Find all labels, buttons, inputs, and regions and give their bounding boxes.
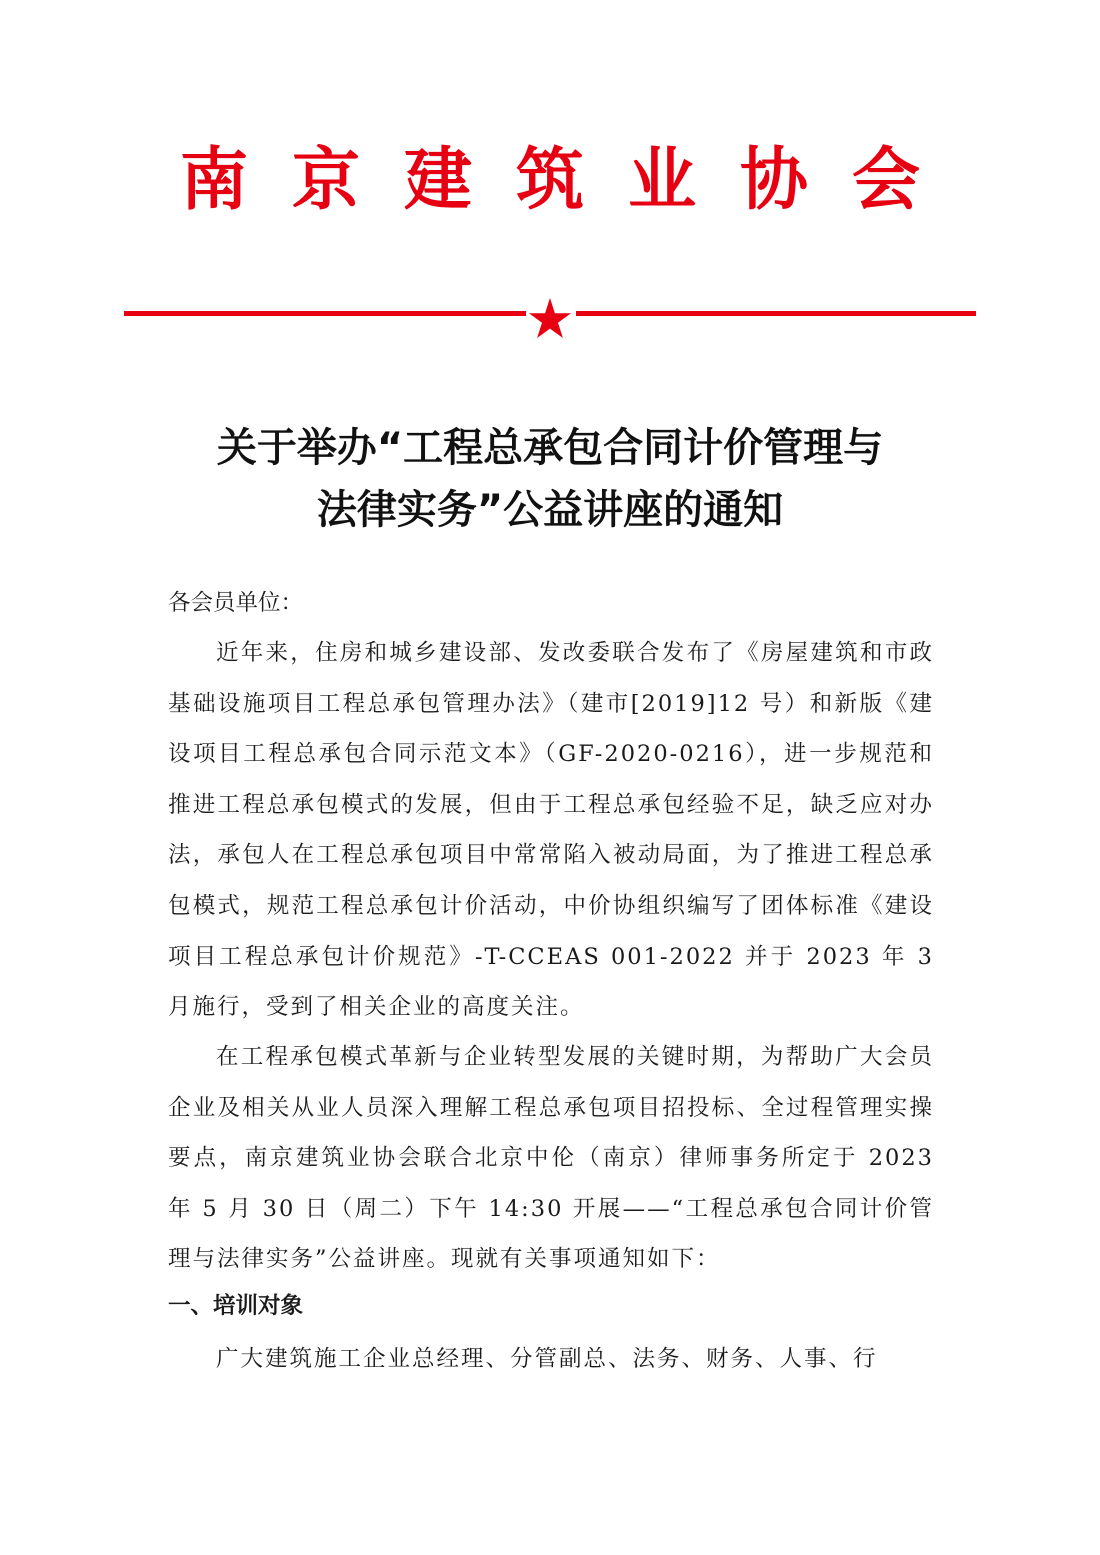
masthead-org-name: 南京建筑业协会 xyxy=(179,140,964,220)
red-divider xyxy=(124,298,976,340)
section-1-text: 广大建筑施工企业总经理、分管副总、法务、财务、人事、行 xyxy=(216,1346,878,1372)
body-paragraph: 在工程承包模式革新与企业转型发展的关键时期，为帮助广大会员企业及相关从业人员深入理解工程总承包项目招投标、全过程管理实操要点，南京建筑业协会联合北京中伦（南京）律师事务所定于 2023 年 5 月 30 日（周二）下午 14:30 开展——“工程总承包合同计价管理与法律实务”公益讲座。现就有关事项通知如下： xyxy=(168,1044,934,1273)
notice-title-line-2: 法律实务”公益讲座的通知 xyxy=(316,487,784,533)
star-icon xyxy=(529,298,571,338)
divider-line-left xyxy=(124,311,526,316)
divider-line-right xyxy=(576,311,976,316)
notice-title-line-1: 关于举办“工程总承包合同计价管理与 xyxy=(216,425,884,471)
salutation: 各会员单位： xyxy=(168,590,304,616)
body-paragraph: 近年来，住房和城乡建设部、发改委联合发布了《房屋建筑和市政基础设施项目工程总承包管理办法》（建市[2019]12 号）和新版《建设项目工程总承包合同示范文本》（GF-2020-0216），进一步规范和推进工程总承包模式的发展，但由于工程总承包经验不足，缺乏应对办法，承包人在工程总承包项目中常常陷入被动局面，为了推进工程总承包模式，规范工程总承包计价活动，中价协组织编写了团体标准《建设项目工程总承包计价规范》-T-CCEAS 001-2022 并于 2023 年 3 月施行，受到了相关企业的高度关注。 xyxy=(168,640,934,1021)
section-heading-training-target: 一、培训对象 xyxy=(168,1293,304,1319)
